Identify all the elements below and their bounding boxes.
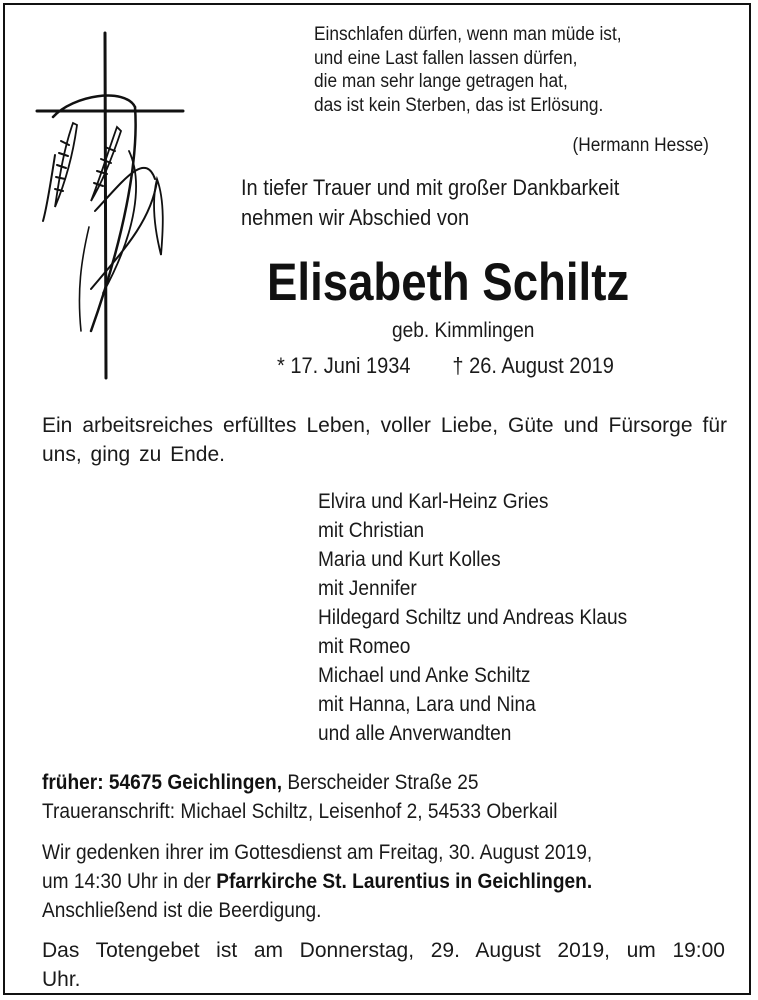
family-member: mit Hanna, Lara und Nina [318, 693, 536, 716]
service-info [42, 838, 592, 925]
family-member: mit Christian [318, 519, 425, 542]
cross-with-wheat-icon [33, 31, 193, 381]
service-line: Wir gedenken ihrer im Gottesdienst am Freitag, 30. August 2019, [42, 841, 593, 864]
obituary-frame [3, 3, 751, 995]
service-line [42, 867, 592, 896]
family-member: Michael und Anke Schiltz [318, 664, 531, 687]
former-address-street: Berscheider Straße 25 [282, 771, 479, 794]
life-text: Ein arbeitsreiches erfülltes Leben, voller Liebe, Güte und Fürsorge für uns, ging zu Ende. [42, 414, 727, 466]
church-name: Pfarrkirche St. Laurentius in Geichlingen. [216, 870, 593, 893]
family-member: Hildegard Schiltz und Andreas Klaus [318, 606, 628, 629]
mourning-address: Traueranschrift: Michael Schiltz, Leisenhof 2, 54533 Oberkail [42, 800, 558, 823]
former-address-label: früher: 54675 Geichlingen, [42, 771, 283, 794]
poem [314, 23, 622, 117]
intro-line: In tiefer Trauer und mit großer Dankbarkeit [241, 175, 620, 200]
deceased-name: Elisabeth Schiltz [267, 253, 630, 312]
poem-author: (Hermann Hesse) [572, 135, 709, 156]
poem-line: und eine Last fallen lassen dürfen, [314, 47, 578, 69]
family-member: und alle Anverwandten [318, 722, 512, 745]
family-member: Maria und Kurt Kolles [318, 548, 501, 571]
wake-text: Das Totengebet ist am Donnerstag, 29. August 2019, um 19:00 Uhr. [42, 939, 725, 991]
family-member: Elvira und Karl-Heinz Gries [318, 490, 549, 513]
service-time: um 14:30 Uhr in der [42, 870, 217, 893]
birth-name: geb. Kimmlingen [392, 319, 535, 342]
intro-text [241, 173, 619, 233]
intro-line: nehmen wir Abschied von [241, 205, 470, 230]
poem-line: Einschlafen dürfen, wenn man müde ist, [314, 24, 622, 45]
birth-date: * 17. Juni 1934 [277, 353, 411, 378]
poem-line: die man sehr lange getragen hat, [314, 71, 568, 92]
address-block [42, 768, 558, 826]
death-date: † 26. August 2019 [452, 353, 614, 378]
family-list [318, 487, 627, 748]
family-member: mit Romeo [318, 635, 411, 658]
service-line: Anschließend ist die Beerdigung. [42, 899, 322, 922]
former-address [42, 768, 558, 797]
life-dates [277, 351, 614, 380]
poem-line: das ist kein Sterben, das ist Erlösung. [314, 94, 604, 116]
family-member: mit Jennifer [318, 577, 417, 600]
